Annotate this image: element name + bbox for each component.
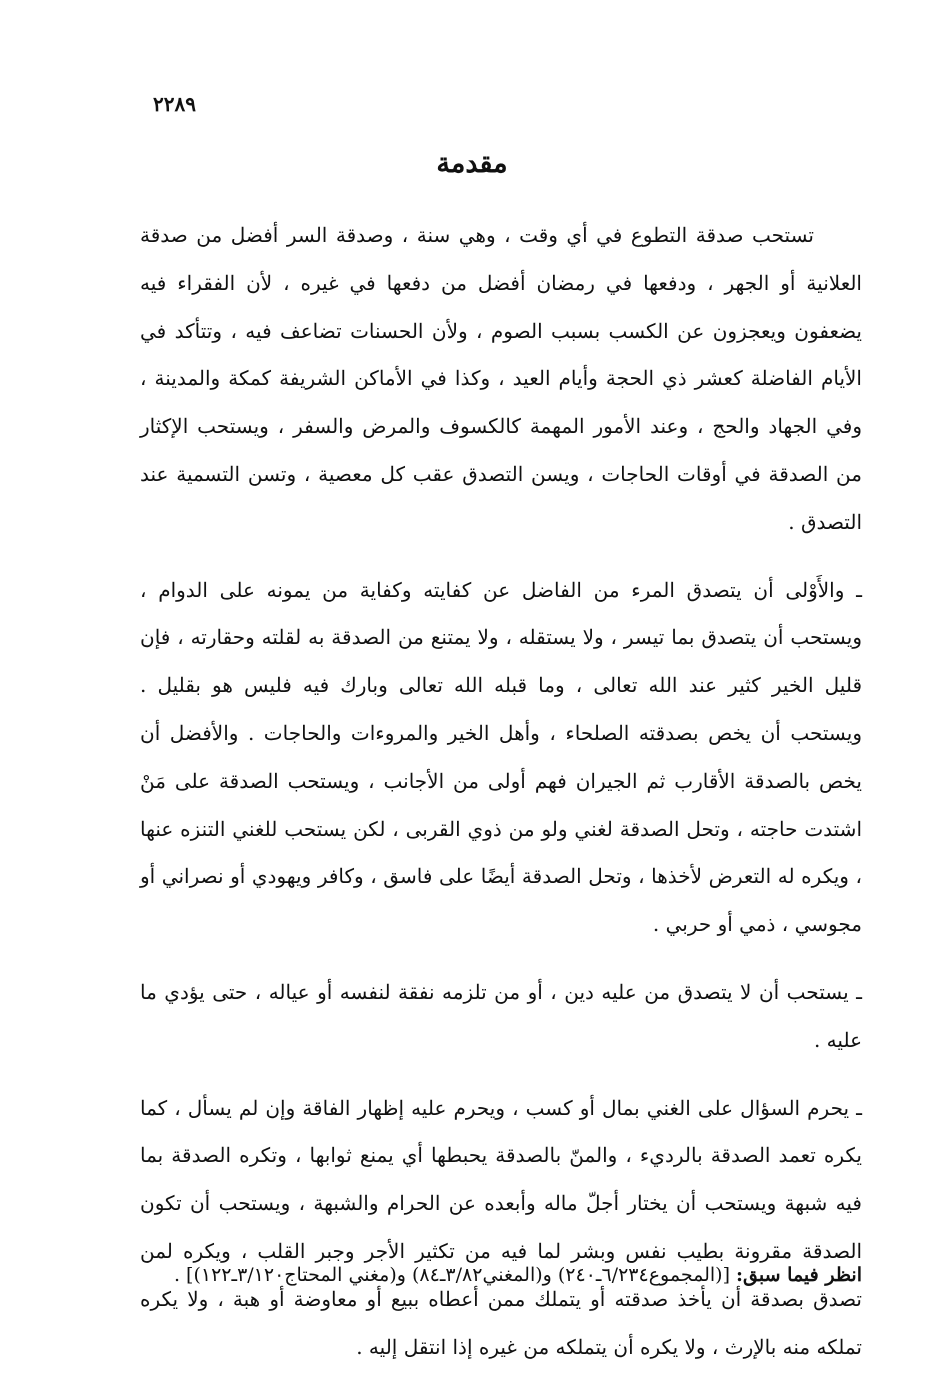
footnote-lead: انظر فيما سبق: <box>736 1264 862 1286</box>
paragraph-priority: ـ والأَوْلى أن يتصدق المرء من الفاضل عن كفايته وكفاية من يمونه على الدوام ، ويستحب أن يتصدق بما تيسر ، ولا يستقله ، ولا يمتنع من الصدقة به لقلته وحقارته ، فإن قليل الخير كثير عند الله تعالى ، وما قبله الله تعالى وبارك فيه فليس هو بقليل . ويستحب أن يخص بصدقته الصلحاء ، وأهل الخير والمروءات والحاجات . والأفضل أن يخص بالصدقة الأقارب ثم الجيران فهم أولى من الأجانب ، ويستحب الصدقة على مَنْ اشتدت حاجته ، وتحل الصدقة لغني ولو من ذوي القربى ، لكن يستحب للغني التنزه عنها ، ويكره له التعرض لأخذها ، وتحل الصدقة أيضًا على فاسق ، وكافر ويهودي أو نصراني أو مجوسي ، ذمي أو حربي . <box>140 577 862 937</box>
references-footnote <box>140 1258 862 1292</box>
paragraph-prohibitions: ـ يحرم السؤال على الغني بمال أو كسب ، ويحرم عليه إظهار الفاقة وإن لم يسأل ، كما يكره تعمد الصدقة بالرديء ، والمنّ بالصدقة يحبطها أي يمنع ثوابها ، وتكره الصدقة بما فيه شبهة ويستحب أن يختار أجلّ ماله وأبعده عن الحرام والشبهة ، ويستحب أن تكون الصدقة مقرونة بطيب نفس وبشر لما فيه من تكثير الأجر وجبر القلب ، ويكره لمن تصدق بصدقة أن يأخذ صدقته أو يتملك ممن أعطاه ببيع أو معاوضة أو هبة ، ولا يكره تملكه منه بالإرث ، ولا يكره أن يتملكه من غيره إذا انتقل إليه . <box>140 1095 862 1359</box>
footnote-refs: [(المجموع٦/٢٣٤ـ٢٤٠) و(المغني٣/٨٢ـ٨٤) و(مغني المحتاج٣/١٢٠ـ١٢٢)] . <box>173 1264 730 1286</box>
paragraph-debt: ـ يستحب أن لا يتصدق من عليه دين ، أو من تلزمه نفقة لنفسه أو عياله ، حتى يؤدي ما عليه . <box>140 979 862 1052</box>
page-number: ٢٢٨٩ <box>153 92 196 116</box>
body-text <box>140 212 862 1391</box>
paragraph-intro: تستحب صدقة التطوع في أي وقت ، وهي سنة ، وصدقة السر أفضل من صدقة العلانية أو الجهر ، ودفعها في رمضان أفضل من دفعها في غيره ، لأن الفقراء فيه يضعفون ويعجزون عن الكسب بسبب الصوم ، ولأن الحسنات تضاعف فيه ، وتتأكد في الأيام الفاضلة كعشر ذي الحجة وأيام العيد ، وكذا في الأماكن الشريفة كمكة والمدينة ، وفي الجهاد والحج ، وعند الأمور المهمة كالكسوف والمرض والسفر ، ويستحب الإكثار من الصدقة في أوقات الحاجات ، ويسن التصدق عقب كل معصية ، وتسن التسمية عند التصدق . <box>140 223 862 534</box>
section-title: مقدمة <box>436 148 508 179</box>
